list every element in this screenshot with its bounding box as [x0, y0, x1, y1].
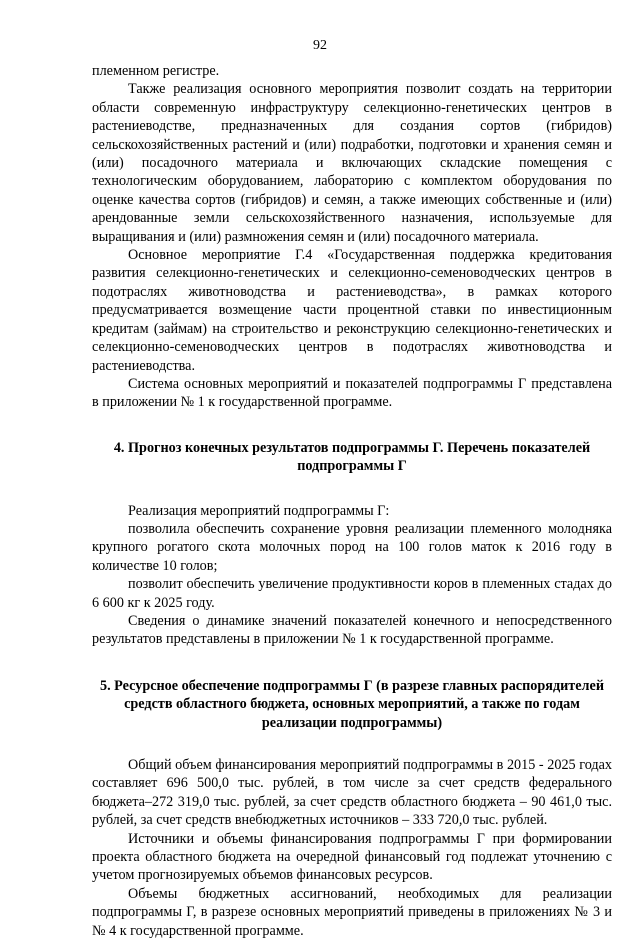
paragraph-continuation: племенном регистре. [92, 63, 220, 79]
paragraph-system-measures: Система основных мероприятий и показателей подпрограммы Г представлена в приложении № 1 к государственной программе. [92, 375, 612, 411]
paragraph-measure-g4: Основное мероприятие Г.4 «Государственная поддержка кредитования развития селекционно-генетических и селекционно-семеноводческих центров в подотраслях животноводства и растениеводства», в рамках которого предусматривается возмещение части процентной ставки по инвестиционным кредитам (займам) на строительство и реконструкцию селекционно-генетических и селекционно-семеноводческих центров в подотраслях животноводства и растениеводства. [92, 247, 612, 374]
paragraph-indicators-info: Сведения о динамике значений показателей конечного и непосредственного результатов представлены в приложении № 1 к государственной программе. [92, 612, 612, 648]
paragraph-budget-allocations: Объемы бюджетных ассигнований, необходимых для реализации подпрограммы Г, в разрезе основных мероприятий приведены в приложениях № 3 и № 4 к государственной программе. [92, 885, 612, 939]
section-heading-5: 5. Ресурсное обеспечение подпрограммы Г (в разрезе главных распорядителей средств областного бюджета, основных мероприятий, а также по годам реализации подпрограммы) [99, 677, 604, 731]
paragraph-funding-sources: Источники и объемы финансирования подпрограммы Г при формировании проекта областного бюджета на очередной финансовый год подлежат уточнению с учетом прогнозируемых объемов финансовых ресурсов. [92, 830, 612, 884]
document-body [92, 62, 612, 940]
page-number: 92 [313, 38, 327, 53]
section-heading-4: 4. Прогноз конечных результатов подпрограммы Г. Перечень показателей подпрограммы Г [113, 439, 591, 475]
paragraph-infrastructure: Также реализация основного мероприятия позволит создать на территории области современную инфраструктуру селекционно-генетических центров в растениеводстве, предназначенных для создания сортов (гибридов) сельскохозяйственных растений и (или) подработки, подготовки и хранения семян и (или) посадочного материала и включающих складские помещения с технологическим оборудованием, лабораторию с комплектом оборудования по оценке качества сортов (гибридов) и семян, а также имеющих собственные и (или) арендованные земли сельскохозяйственного назначения, используемые для выращивания и (или) размножения семян и (или) посадочного материала. [92, 81, 612, 245]
paragraph-implementation-intro: Реализация мероприятий подпрограммы Г: [128, 502, 390, 519]
paragraph-total-funding: Общий объем финансирования мероприятий подпрограммы в 2015 - 2025 годах составляет 696 500,0 тыс. рублей, в том числе за счет средств федерального бюджета–272 319,0 тыс. рублей, за счет средств областного бюджета – 90 461,0 тыс. рублей, за счет средств внебюджетных источников – 333 720,0 тыс. рублей. [92, 757, 612, 829]
paragraph-preservation: позволила обеспечить сохранение уровня реализации племенного молодняка крупного рогатого скота молочных пород на 100 голов маток к 2016 году в количестве 10 голов; [92, 520, 612, 574]
paragraph-productivity: позволит обеспечить увеличение продуктивности коров в племенных стадах до 6 600 кг к 2025 году. [92, 576, 612, 611]
